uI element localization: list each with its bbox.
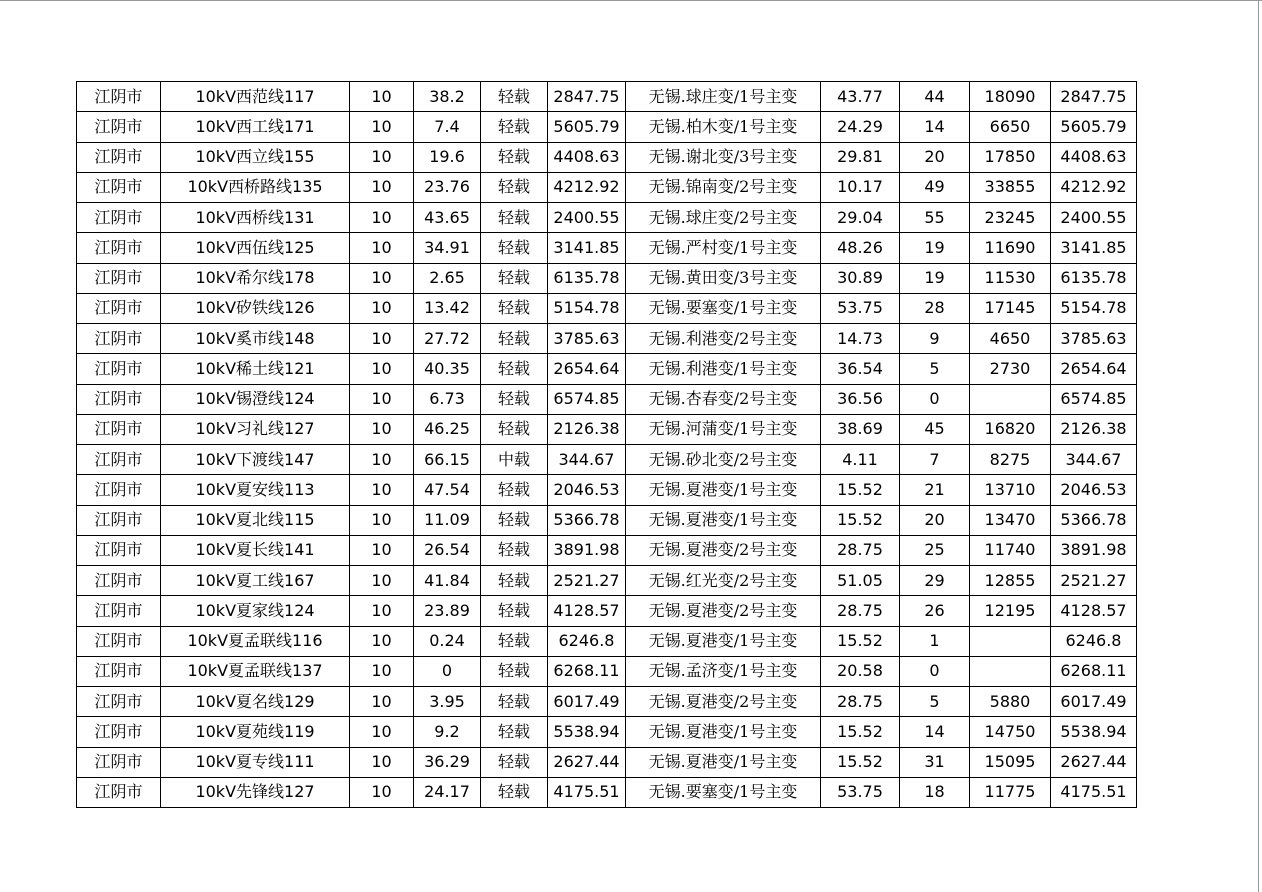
user-capacity-cell: 17850: [970, 142, 1051, 172]
user-count-cell: 55: [900, 203, 970, 233]
voltage-cell: 10: [350, 747, 414, 777]
user-count-cell: 0: [900, 656, 970, 686]
table-row: [77, 475, 1137, 505]
user-capacity-cell: [970, 384, 1051, 414]
substation-cell: 无锡.利港变/2号主变: [626, 324, 821, 354]
user-count-cell: 25: [900, 535, 970, 565]
load-status-cell: 轻载: [481, 112, 548, 142]
line-name-cell: 10kV夏家线124: [161, 596, 350, 626]
user-count-cell: 28: [900, 293, 970, 323]
user-capacity-cell: [970, 626, 1051, 656]
user-capacity-cell: 12195: [970, 596, 1051, 626]
line-name-cell: 10kV夏安线113: [161, 475, 350, 505]
voltage-cell: 10: [350, 203, 414, 233]
city-cell: 江阴市: [77, 566, 161, 596]
user-count-cell: 26: [900, 596, 970, 626]
user-capacity-cell: 2730: [970, 354, 1051, 384]
city-cell: 江阴市: [77, 596, 161, 626]
city-cell: 江阴市: [77, 505, 161, 535]
table-row: [77, 354, 1137, 384]
table-body: [77, 82, 1137, 808]
available-capacity-cell: 6246.8: [1051, 626, 1137, 656]
voltage-cell: 10: [350, 445, 414, 475]
user-capacity-cell: 14750: [970, 717, 1051, 747]
capacity-cell: 4175.51: [548, 777, 626, 807]
voltage-cell: 10: [350, 626, 414, 656]
load-status-cell: 轻载: [481, 203, 548, 233]
voltage-cell: 10: [350, 233, 414, 263]
load-status-cell: 轻载: [481, 535, 548, 565]
available-capacity-cell: 2521.27: [1051, 566, 1137, 596]
voltage-cell: 10: [350, 384, 414, 414]
page-right-border: [1258, 0, 1259, 892]
user-count-cell: 49: [900, 172, 970, 202]
voltage-cell: 10: [350, 505, 414, 535]
substation-cell: 无锡.要塞变/1号主变: [626, 293, 821, 323]
substation-cell: 无锡.夏港变/1号主变: [626, 505, 821, 535]
transformer-rate-cell: 15.52: [821, 626, 900, 656]
transformer-rate-cell: 36.56: [821, 384, 900, 414]
capacity-cell: 6135.78: [548, 263, 626, 293]
city-cell: 江阴市: [77, 324, 161, 354]
transformer-rate-cell: 28.75: [821, 535, 900, 565]
line-name-cell: 10kV矽铁线126: [161, 293, 350, 323]
available-capacity-cell: 344.67: [1051, 445, 1137, 475]
available-capacity-cell: 6135.78: [1051, 263, 1137, 293]
available-capacity-cell: 4408.63: [1051, 142, 1137, 172]
user-capacity-cell: 13710: [970, 475, 1051, 505]
substation-cell: 无锡.球庄变/1号主变: [626, 82, 821, 112]
line-name-cell: 10kV夏名线129: [161, 687, 350, 717]
available-capacity-cell: 6268.11: [1051, 656, 1137, 686]
load-rate-cell: 7.4: [414, 112, 481, 142]
capacity-cell: 2627.44: [548, 747, 626, 777]
load-rate-cell: 24.17: [414, 777, 481, 807]
substation-cell: 无锡.夏港变/2号主变: [626, 687, 821, 717]
line-name-cell: 10kV夏专线111: [161, 747, 350, 777]
user-capacity-cell: 6650: [970, 112, 1051, 142]
load-status-cell: 轻载: [481, 233, 548, 263]
voltage-cell: 10: [350, 566, 414, 596]
load-rate-cell: 0: [414, 656, 481, 686]
available-capacity-cell: 6017.49: [1051, 687, 1137, 717]
load-rate-cell: 26.54: [414, 535, 481, 565]
user-count-cell: 7: [900, 445, 970, 475]
user-count-cell: 21: [900, 475, 970, 505]
substation-cell: 无锡.锦南变/2号主变: [626, 172, 821, 202]
line-name-cell: 10kV西伍线125: [161, 233, 350, 263]
user-count-cell: 14: [900, 112, 970, 142]
voltage-cell: 10: [350, 717, 414, 747]
load-status-cell: 轻载: [481, 717, 548, 747]
capacity-cell: 4212.92: [548, 172, 626, 202]
transformer-rate-cell: 53.75: [821, 293, 900, 323]
substation-cell: 无锡.夏港变/2号主变: [626, 535, 821, 565]
page-top-border: [0, 0, 1262, 1]
voltage-cell: 10: [350, 324, 414, 354]
voltage-cell: 10: [350, 596, 414, 626]
line-name-cell: 10kV夏工线167: [161, 566, 350, 596]
city-cell: 江阴市: [77, 354, 161, 384]
user-count-cell: 45: [900, 414, 970, 444]
line-name-cell: 10kV夏孟联线137: [161, 656, 350, 686]
user-capacity-cell: 16820: [970, 414, 1051, 444]
load-rate-cell: 9.2: [414, 717, 481, 747]
available-capacity-cell: 5538.94: [1051, 717, 1137, 747]
capacity-cell: 3891.98: [548, 535, 626, 565]
capacity-cell: 6017.49: [548, 687, 626, 717]
table-row: [77, 112, 1137, 142]
table-row: [77, 777, 1137, 807]
user-count-cell: 5: [900, 687, 970, 717]
substation-cell: 无锡.要塞变/1号主变: [626, 777, 821, 807]
table-row: [77, 687, 1137, 717]
transformer-rate-cell: 14.73: [821, 324, 900, 354]
line-name-cell: 10kV习礼线127: [161, 414, 350, 444]
table-row: [77, 384, 1137, 414]
load-rate-cell: 66.15: [414, 445, 481, 475]
transformer-rate-cell: 15.52: [821, 505, 900, 535]
voltage-cell: 10: [350, 82, 414, 112]
table-row: [77, 142, 1137, 172]
available-capacity-cell: 2046.53: [1051, 475, 1137, 505]
voltage-cell: 10: [350, 414, 414, 444]
load-status-cell: 轻载: [481, 384, 548, 414]
line-name-cell: 10kV西范线117: [161, 82, 350, 112]
line-name-cell: 10kV先锋线127: [161, 777, 350, 807]
user-count-cell: 18: [900, 777, 970, 807]
substation-cell: 无锡.河蒲变/1号主变: [626, 414, 821, 444]
capacity-cell: 6574.85: [548, 384, 626, 414]
voltage-cell: 10: [350, 777, 414, 807]
table-row: [77, 414, 1137, 444]
table-row: [77, 324, 1137, 354]
transformer-rate-cell: 20.58: [821, 656, 900, 686]
city-cell: 江阴市: [77, 777, 161, 807]
transformer-rate-cell: 29.04: [821, 203, 900, 233]
substation-cell: 无锡.孟济变/1号主变: [626, 656, 821, 686]
line-name-cell: 10kV西工线171: [161, 112, 350, 142]
available-capacity-cell: 2654.64: [1051, 354, 1137, 384]
table-row: [77, 626, 1137, 656]
capacity-cell: 2521.27: [548, 566, 626, 596]
table-row: [77, 293, 1137, 323]
substation-cell: 无锡.夏港变/1号主变: [626, 475, 821, 505]
substation-cell: 无锡.杏春变/2号主变: [626, 384, 821, 414]
user-capacity-cell: 5880: [970, 687, 1051, 717]
voltage-cell: 10: [350, 112, 414, 142]
line-name-cell: 10kV下渡线147: [161, 445, 350, 475]
user-capacity-cell: 33855: [970, 172, 1051, 202]
table-row: [77, 445, 1137, 475]
line-name-cell: 10kV西桥路线135: [161, 172, 350, 202]
user-count-cell: 31: [900, 747, 970, 777]
load-rate-cell: 47.54: [414, 475, 481, 505]
city-cell: 江阴市: [77, 535, 161, 565]
voltage-cell: 10: [350, 475, 414, 505]
line-name-cell: 10kV夏长线141: [161, 535, 350, 565]
city-cell: 江阴市: [77, 263, 161, 293]
user-count-cell: 19: [900, 233, 970, 263]
line-name-cell: 10kV奚市线148: [161, 324, 350, 354]
user-count-cell: 19: [900, 263, 970, 293]
load-status-cell: 轻载: [481, 505, 548, 535]
transformer-rate-cell: 24.29: [821, 112, 900, 142]
user-count-cell: 44: [900, 82, 970, 112]
load-status-cell: 轻载: [481, 324, 548, 354]
voltage-cell: 10: [350, 535, 414, 565]
city-cell: 江阴市: [77, 203, 161, 233]
line-name-cell: 10kV夏北线115: [161, 505, 350, 535]
load-status-cell: 轻载: [481, 656, 548, 686]
line-name-cell: 10kV稀土线121: [161, 354, 350, 384]
city-cell: 江阴市: [77, 414, 161, 444]
load-status-cell: 轻载: [481, 626, 548, 656]
load-rate-cell: 27.72: [414, 324, 481, 354]
table-row: [77, 747, 1137, 777]
transformer-rate-cell: 53.75: [821, 777, 900, 807]
substation-cell: 无锡.夏港变/2号主变: [626, 596, 821, 626]
city-cell: 江阴市: [77, 82, 161, 112]
capacity-cell: 3141.85: [548, 233, 626, 263]
substation-cell: 无锡.红光变/2号主变: [626, 566, 821, 596]
available-capacity-cell: 5366.78: [1051, 505, 1137, 535]
city-cell: 江阴市: [77, 445, 161, 475]
substation-cell: 无锡.夏港变/1号主变: [626, 626, 821, 656]
table-row: [77, 505, 1137, 535]
table-row: [77, 203, 1137, 233]
substation-cell: 无锡.柏木变/1号主变: [626, 112, 821, 142]
available-capacity-cell: 3891.98: [1051, 535, 1137, 565]
load-status-cell: 轻载: [481, 566, 548, 596]
table-row: [77, 82, 1137, 112]
capacity-cell: 2046.53: [548, 475, 626, 505]
table-row: [77, 233, 1137, 263]
load-status-cell: 轻载: [481, 475, 548, 505]
transformer-rate-cell: 4.11: [821, 445, 900, 475]
load-status-cell: 轻载: [481, 354, 548, 384]
city-cell: 江阴市: [77, 475, 161, 505]
load-rate-cell: 19.6: [414, 142, 481, 172]
load-status-cell: 轻载: [481, 142, 548, 172]
substation-cell: 无锡.严村变/1号主变: [626, 233, 821, 263]
load-rate-cell: 13.42: [414, 293, 481, 323]
available-capacity-cell: 2126.38: [1051, 414, 1137, 444]
transformer-rate-cell: 15.52: [821, 717, 900, 747]
user-count-cell: 1: [900, 626, 970, 656]
capacity-cell: 5366.78: [548, 505, 626, 535]
available-capacity-cell: 4128.57: [1051, 596, 1137, 626]
capacity-cell: 4128.57: [548, 596, 626, 626]
line-name-cell: 10kV希尔线178: [161, 263, 350, 293]
user-count-cell: 0: [900, 384, 970, 414]
voltage-cell: 10: [350, 142, 414, 172]
city-cell: 江阴市: [77, 656, 161, 686]
load-rate-cell: 40.35: [414, 354, 481, 384]
transformer-rate-cell: 38.69: [821, 414, 900, 444]
city-cell: 江阴市: [77, 717, 161, 747]
table-row: [77, 717, 1137, 747]
table-row: [77, 656, 1137, 686]
capacity-cell: 5605.79: [548, 112, 626, 142]
table-row: [77, 172, 1137, 202]
load-status-cell: 轻载: [481, 414, 548, 444]
city-cell: 江阴市: [77, 112, 161, 142]
transformer-rate-cell: 30.89: [821, 263, 900, 293]
transformer-rate-cell: 15.52: [821, 475, 900, 505]
capacity-cell: 2654.64: [548, 354, 626, 384]
capacity-cell: 3785.63: [548, 324, 626, 354]
user-capacity-cell: 13470: [970, 505, 1051, 535]
voltage-cell: 10: [350, 263, 414, 293]
feeder-load-table: [76, 81, 1137, 808]
load-status-cell: 轻载: [481, 777, 548, 807]
user-capacity-cell: 18090: [970, 82, 1051, 112]
city-cell: 江阴市: [77, 687, 161, 717]
available-capacity-cell: 3785.63: [1051, 324, 1137, 354]
voltage-cell: 10: [350, 354, 414, 384]
substation-cell: 无锡.球庄变/2号主变: [626, 203, 821, 233]
user-capacity-cell: 23245: [970, 203, 1051, 233]
load-status-cell: 轻载: [481, 82, 548, 112]
substation-cell: 无锡.砂北变/2号主变: [626, 445, 821, 475]
city-cell: 江阴市: [77, 747, 161, 777]
table-row: [77, 263, 1137, 293]
load-status-cell: 中载: [481, 445, 548, 475]
transformer-rate-cell: 51.05: [821, 566, 900, 596]
line-name-cell: 10kV夏孟联线116: [161, 626, 350, 656]
user-capacity-cell: 11690: [970, 233, 1051, 263]
capacity-cell: 2847.75: [548, 82, 626, 112]
capacity-cell: 6268.11: [548, 656, 626, 686]
available-capacity-cell: 5154.78: [1051, 293, 1137, 323]
load-rate-cell: 3.95: [414, 687, 481, 717]
city-cell: 江阴市: [77, 142, 161, 172]
load-status-cell: 轻载: [481, 747, 548, 777]
user-capacity-cell: 11530: [970, 263, 1051, 293]
line-name-cell: 10kV西立线155: [161, 142, 350, 172]
transformer-rate-cell: 28.75: [821, 687, 900, 717]
available-capacity-cell: 2400.55: [1051, 203, 1137, 233]
available-capacity-cell: 2627.44: [1051, 747, 1137, 777]
table-row: [77, 566, 1137, 596]
user-count-cell: 5: [900, 354, 970, 384]
transformer-rate-cell: 43.77: [821, 82, 900, 112]
user-count-cell: 29: [900, 566, 970, 596]
transformer-rate-cell: 48.26: [821, 233, 900, 263]
capacity-cell: 5538.94: [548, 717, 626, 747]
load-rate-cell: 36.29: [414, 747, 481, 777]
substation-cell: 无锡.夏港变/1号主变: [626, 717, 821, 747]
voltage-cell: 10: [350, 687, 414, 717]
load-rate-cell: 0.24: [414, 626, 481, 656]
load-status-cell: 轻载: [481, 687, 548, 717]
city-cell: 江阴市: [77, 384, 161, 414]
city-cell: 江阴市: [77, 626, 161, 656]
table-row: [77, 535, 1137, 565]
load-rate-cell: 34.91: [414, 233, 481, 263]
available-capacity-cell: 4175.51: [1051, 777, 1137, 807]
user-capacity-cell: 11740: [970, 535, 1051, 565]
transformer-rate-cell: 29.81: [821, 142, 900, 172]
voltage-cell: 10: [350, 293, 414, 323]
load-rate-cell: 6.73: [414, 384, 481, 414]
transformer-rate-cell: 36.54: [821, 354, 900, 384]
voltage-cell: 10: [350, 172, 414, 202]
table-row: [77, 596, 1137, 626]
line-name-cell: 10kV西桥线131: [161, 203, 350, 233]
substation-cell: 无锡.谢北变/3号主变: [626, 142, 821, 172]
user-capacity-cell: 12855: [970, 566, 1051, 596]
load-rate-cell: 2.65: [414, 263, 481, 293]
substation-cell: 无锡.利港变/1号主变: [626, 354, 821, 384]
user-count-cell: 20: [900, 142, 970, 172]
available-capacity-cell: 4212.92: [1051, 172, 1137, 202]
capacity-cell: 6246.8: [548, 626, 626, 656]
load-status-cell: 轻载: [481, 596, 548, 626]
substation-cell: 无锡.夏港变/1号主变: [626, 747, 821, 777]
load-rate-cell: 23.76: [414, 172, 481, 202]
available-capacity-cell: 5605.79: [1051, 112, 1137, 142]
user-capacity-cell: [970, 656, 1051, 686]
transformer-rate-cell: 28.75: [821, 596, 900, 626]
user-capacity-cell: 8275: [970, 445, 1051, 475]
capacity-cell: 2400.55: [548, 203, 626, 233]
voltage-cell: 10: [350, 656, 414, 686]
available-capacity-cell: 3141.85: [1051, 233, 1137, 263]
city-cell: 江阴市: [77, 233, 161, 263]
capacity-cell: 344.67: [548, 445, 626, 475]
load-rate-cell: 46.25: [414, 414, 481, 444]
load-rate-cell: 43.65: [414, 203, 481, 233]
user-count-cell: 14: [900, 717, 970, 747]
line-name-cell: 10kV锡澄线124: [161, 384, 350, 414]
user-capacity-cell: 11775: [970, 777, 1051, 807]
user-count-cell: 20: [900, 505, 970, 535]
capacity-cell: 2126.38: [548, 414, 626, 444]
load-status-cell: 轻载: [481, 293, 548, 323]
load-status-cell: 轻载: [481, 263, 548, 293]
load-rate-cell: 41.84: [414, 566, 481, 596]
load-rate-cell: 11.09: [414, 505, 481, 535]
city-cell: 江阴市: [77, 293, 161, 323]
transformer-rate-cell: 10.17: [821, 172, 900, 202]
capacity-cell: 4408.63: [548, 142, 626, 172]
line-name-cell: 10kV夏苑线119: [161, 717, 350, 747]
user-capacity-cell: 4650: [970, 324, 1051, 354]
transformer-rate-cell: 15.52: [821, 747, 900, 777]
city-cell: 江阴市: [77, 172, 161, 202]
load-status-cell: 轻载: [481, 172, 548, 202]
user-count-cell: 9: [900, 324, 970, 354]
available-capacity-cell: 2847.75: [1051, 82, 1137, 112]
load-rate-cell: 23.89: [414, 596, 481, 626]
capacity-cell: 5154.78: [548, 293, 626, 323]
user-capacity-cell: 17145: [970, 293, 1051, 323]
available-capacity-cell: 6574.85: [1051, 384, 1137, 414]
substation-cell: 无锡.黄田变/3号主变: [626, 263, 821, 293]
user-capacity-cell: 15095: [970, 747, 1051, 777]
load-rate-cell: 38.2: [414, 82, 481, 112]
